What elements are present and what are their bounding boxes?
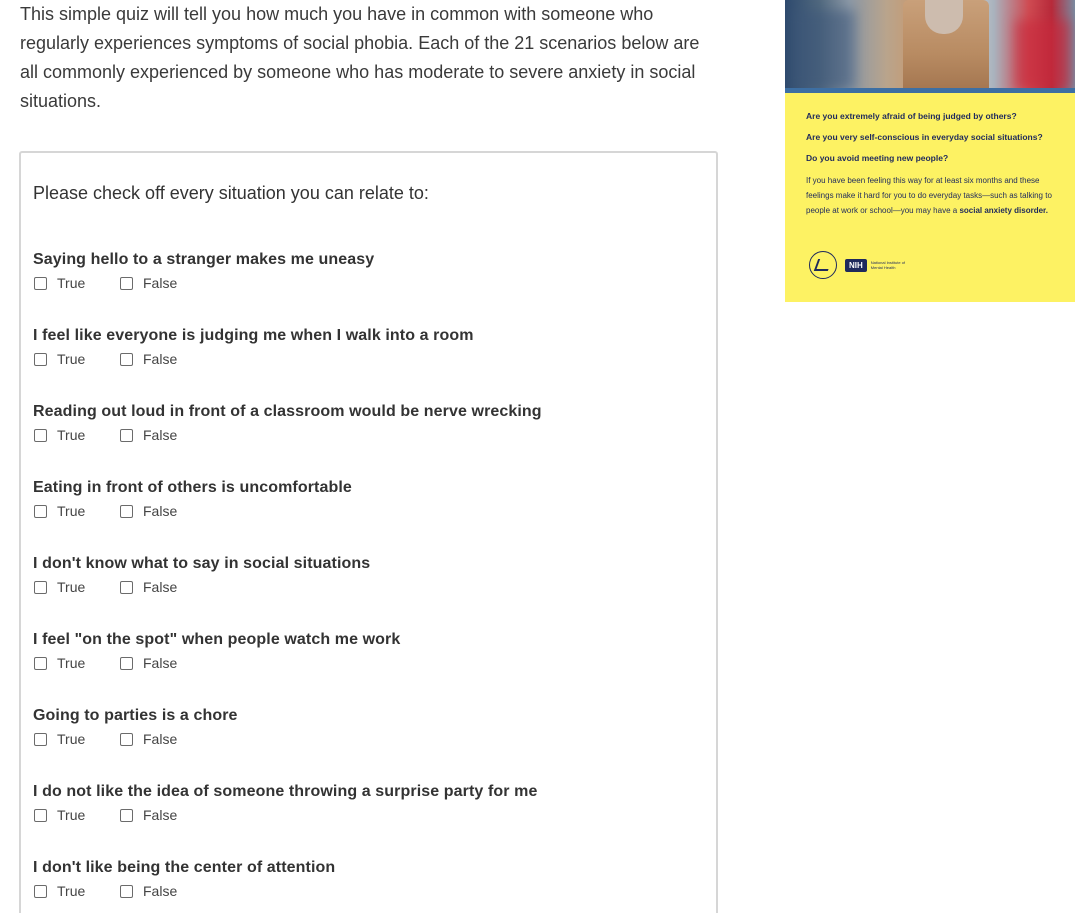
poster-question-2: Are you very self-conscious in everyday social situations? <box>806 132 1043 142</box>
true-label: True <box>57 579 86 595</box>
true-label: True <box>57 351 86 367</box>
true-label: True <box>57 655 86 671</box>
question-text: Reading out loud in front of a classroom would be nerve wrecking <box>33 403 542 420</box>
true-option[interactable] <box>33 807 85 823</box>
false-option[interactable] <box>119 275 177 291</box>
false-checkbox[interactable] <box>120 885 133 898</box>
poster-body-bold: social anxiety disorder. <box>959 206 1048 215</box>
true-checkbox[interactable] <box>34 277 47 290</box>
false-label: False <box>143 655 178 671</box>
question-item <box>33 629 703 679</box>
answer-options <box>33 351 703 375</box>
answer-options <box>33 427 703 451</box>
poster-question-3: Do you avoid meeting new people? <box>806 153 949 163</box>
true-label: True <box>57 275 86 291</box>
question-text: I feel "on the spot" when people watch me work <box>33 631 401 648</box>
false-option[interactable] <box>119 579 177 595</box>
true-option[interactable] <box>33 427 85 443</box>
question-item <box>33 553 703 603</box>
true-checkbox[interactable] <box>34 581 47 594</box>
false-label: False <box>143 503 178 519</box>
true-checkbox[interactable] <box>34 353 47 366</box>
true-label: True <box>57 503 86 519</box>
false-checkbox[interactable] <box>120 353 133 366</box>
question-text: Saying hello to a stranger makes me uneasy <box>33 251 375 268</box>
answer-options <box>33 503 703 527</box>
true-checkbox[interactable] <box>34 505 47 518</box>
false-label: False <box>143 807 178 823</box>
false-option[interactable] <box>119 883 177 899</box>
true-option[interactable] <box>33 655 85 671</box>
question-item <box>33 401 703 451</box>
answer-options <box>33 579 703 603</box>
true-option[interactable] <box>33 275 85 291</box>
answer-options <box>33 883 703 907</box>
hhs-eagle-icon <box>809 251 837 279</box>
true-checkbox[interactable] <box>34 809 47 822</box>
intro-paragraph: This simple quiz will tell you how much you have in common with someone who regularly experiences symptoms of social phobia. Each of the 21 scenarios below are all commonly experienced by someone who has moderate to severe anxiety in social situations. <box>20 4 700 111</box>
false-checkbox[interactable] <box>120 277 133 290</box>
question-text: I don't know what to say in social situations <box>33 555 371 572</box>
false-checkbox[interactable] <box>120 809 133 822</box>
false-option[interactable] <box>119 807 177 823</box>
nimh-label: National Institute of Mental Health <box>870 260 906 270</box>
poster-question-1: Are you extremely afraid of being judged by others? <box>806 111 1017 121</box>
false-checkbox[interactable] <box>120 581 133 594</box>
poster-body-text: If you have been feeling this way for at least six months and these feelings make it hard for you to do everyday tasks—such as talking to people at work or school—you may have a <box>806 176 1052 215</box>
true-checkbox[interactable] <box>34 429 47 442</box>
true-option[interactable] <box>33 579 85 595</box>
false-label: False <box>143 579 178 595</box>
nimh-poster-image[interactable] <box>785 0 1075 302</box>
poster-body <box>806 173 1058 218</box>
false-checkbox[interactable] <box>120 429 133 442</box>
false-checkbox[interactable] <box>120 505 133 518</box>
false-label: False <box>143 883 178 899</box>
question-item <box>33 857 703 907</box>
false-option[interactable] <box>119 655 177 671</box>
answer-options <box>33 655 703 679</box>
true-option[interactable] <box>33 351 85 367</box>
true-option[interactable] <box>33 731 85 747</box>
answer-options <box>33 731 703 755</box>
false-option[interactable] <box>119 503 177 519</box>
true-label: True <box>57 807 86 823</box>
quiz-instruction: Please check off every situation you can relate to: <box>33 183 429 203</box>
poster-text-panel <box>785 93 1075 302</box>
question-item <box>33 705 703 755</box>
true-label: True <box>57 883 86 899</box>
answer-options <box>33 275 703 299</box>
true-label: True <box>57 427 86 443</box>
question-text: I don't like being the center of attention <box>33 859 336 876</box>
true-checkbox[interactable] <box>34 885 47 898</box>
question-text: Eating in front of others is uncomfortable <box>33 479 352 496</box>
question-text: I feel like everyone is judging me when I walk into a room <box>33 327 474 344</box>
question-item <box>33 477 703 527</box>
false-option[interactable] <box>119 351 177 367</box>
false-label: False <box>143 731 178 747</box>
false-label: False <box>143 427 178 443</box>
true-checkbox[interactable] <box>34 733 47 746</box>
question-text: I do not like the idea of someone throwing a surprise party for me <box>33 783 538 800</box>
false-option[interactable] <box>119 427 177 443</box>
false-option[interactable] <box>119 731 177 747</box>
false-label: False <box>143 351 178 367</box>
true-option[interactable] <box>33 503 85 519</box>
false-checkbox[interactable] <box>120 657 133 670</box>
false-label: False <box>143 275 178 291</box>
question-item <box>33 781 703 831</box>
question-item <box>33 249 703 299</box>
question-item <box>33 325 703 375</box>
true-label: True <box>57 731 86 747</box>
poster-logos <box>809 251 911 279</box>
question-text: Going to parties is a chore <box>33 707 238 724</box>
true-option[interactable] <box>33 883 85 899</box>
false-checkbox[interactable] <box>120 733 133 746</box>
quiz-form <box>19 151 718 913</box>
nih-logo: NIH <box>845 259 867 272</box>
true-checkbox[interactable] <box>34 657 47 670</box>
crowd-photo <box>785 0 1075 90</box>
answer-options <box>33 807 703 831</box>
